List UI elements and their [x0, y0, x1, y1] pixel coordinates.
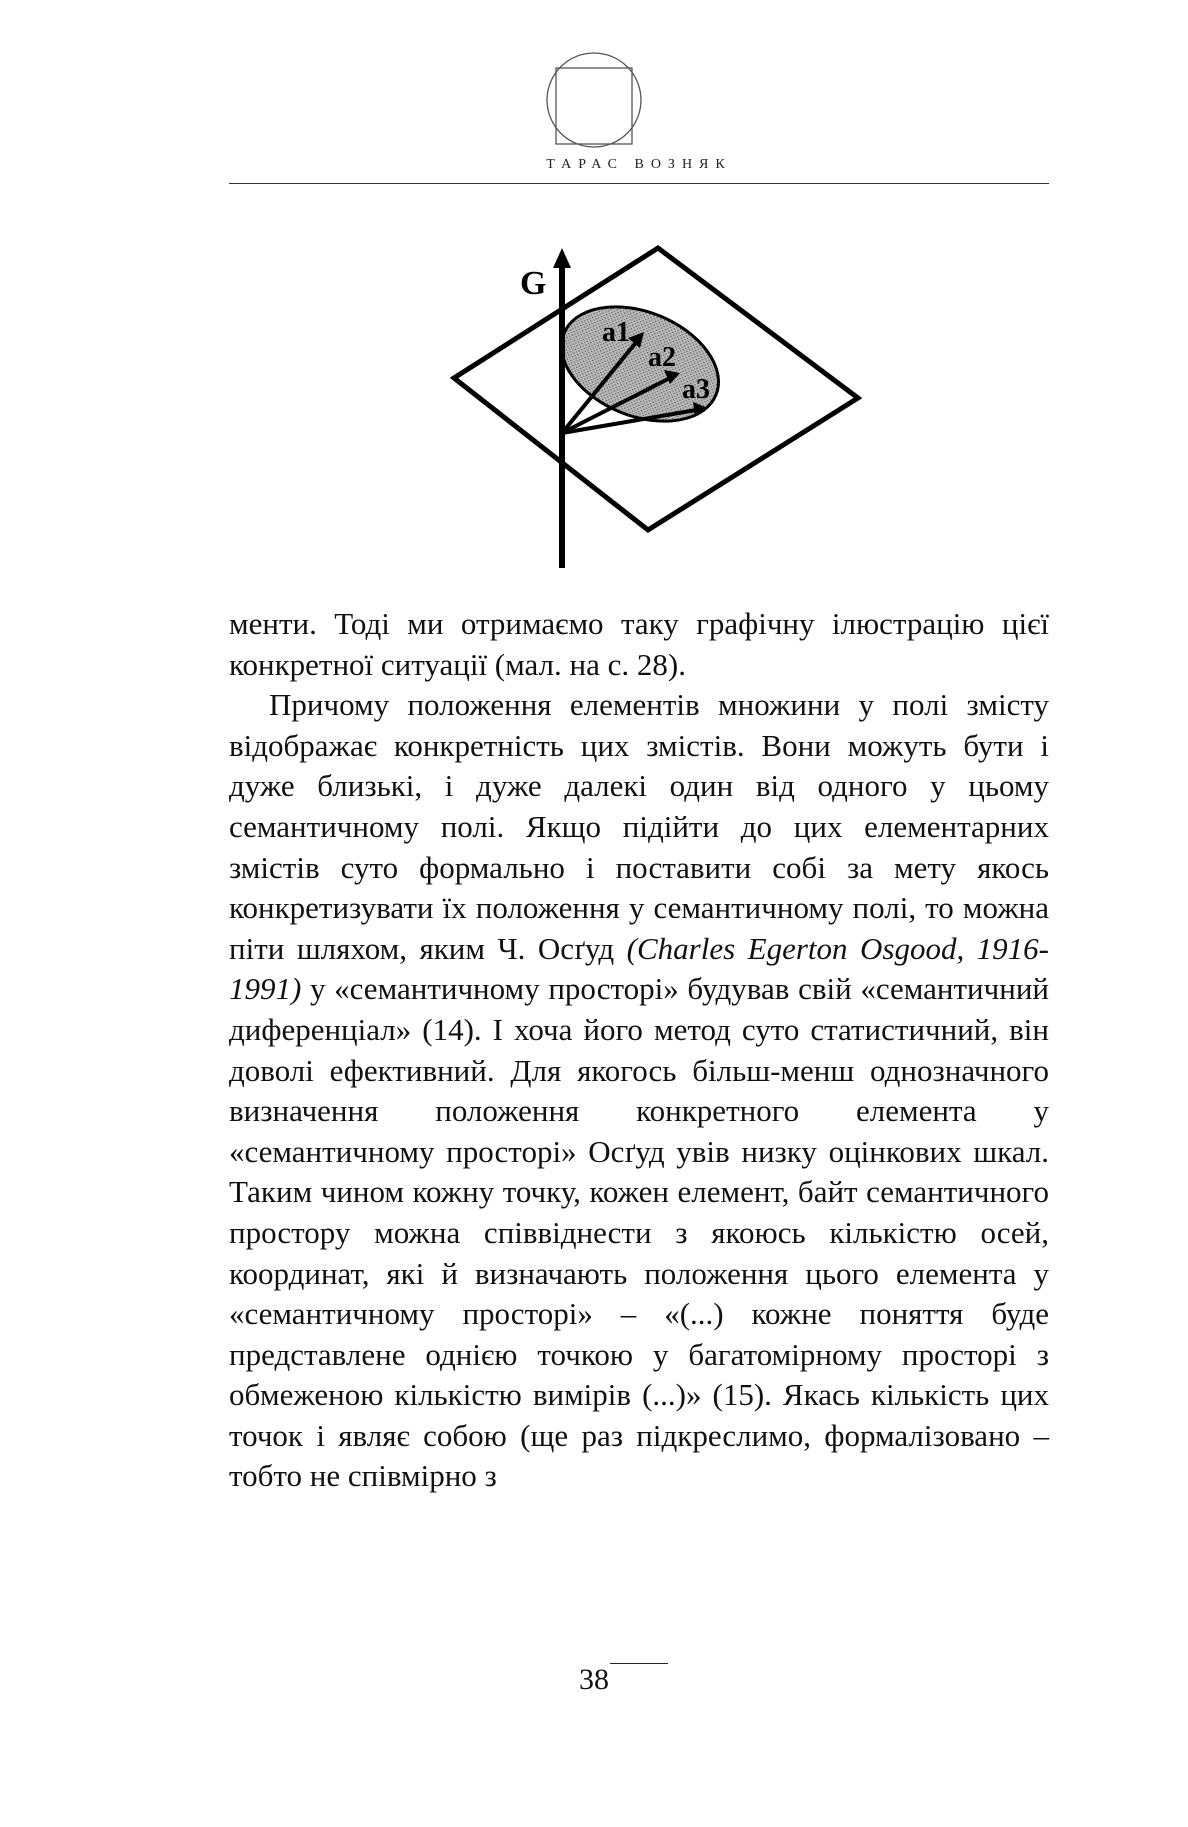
axis-g-arrowhead [553, 248, 571, 268]
vector-label-a2: a2 [648, 342, 676, 373]
paragraph-2-part-2: у «семантичному просторі» будував свій «семантичний диференціал» (14). І хоча його метод суто статистичний, він доволі ефективний. Для якогось більш-менш однозначного визначення положення конкретного елемента у «семантичному просторі» Осґуд увів низку оцінкових шкал. Таким чином кожну точку, кожен елемент, байт семантичного простору можна співвіднести з якоюсь кількістю осей, координат, які й визначають положення цього елемента у «семантичному просторі» – «(...) кожне поняття буде представлене однією точкою у багатомірному просторі з обмеженою кількістю вимірів (...)» (15). Якась кількість цих точок і являє собою (ще раз підкреслимо, формалізовано – тобто не співмірно з [229, 971, 1049, 1494]
folio-rule [610, 1663, 668, 1664]
page-number: 38 [579, 1663, 609, 1696]
header-rule [229, 183, 1049, 184]
osgood-name-italic: (Charles Egerton Osgood, 1916-1991) [229, 930, 1049, 1007]
running-head: ТАРАС ВОЗНЯК [546, 157, 732, 172]
paragraph-2-part-1: Причому положення елементів множини у полі змісту відображає конкретність цих змістів. Вони можуть бути і дуже близькі, і дуже далекі один від одного у цьому семантичному полі. Якщо підійти до цих елементарних змістів суто формально і поставити собі за мету якось конкретизувати їх положення у семантичному полі, то можна піти шляхом, яким Ч. Осґуд [229, 687, 1049, 966]
emblem-circle-square-icon [544, 50, 644, 150]
axis-g-label: G [520, 265, 547, 302]
body-text [229, 604, 1049, 1497]
vector-label-a1: a1 [602, 317, 630, 348]
paragraph-2 [229, 685, 1049, 1497]
vector-label-a3: a3 [682, 374, 710, 405]
semantic-plane-figure [434, 238, 864, 578]
paragraph-1: менти. Тоді ми отримаємо таку графічну ілюстрацію цієї конкретної ситуації (мал. на с. 28). [229, 606, 1049, 682]
